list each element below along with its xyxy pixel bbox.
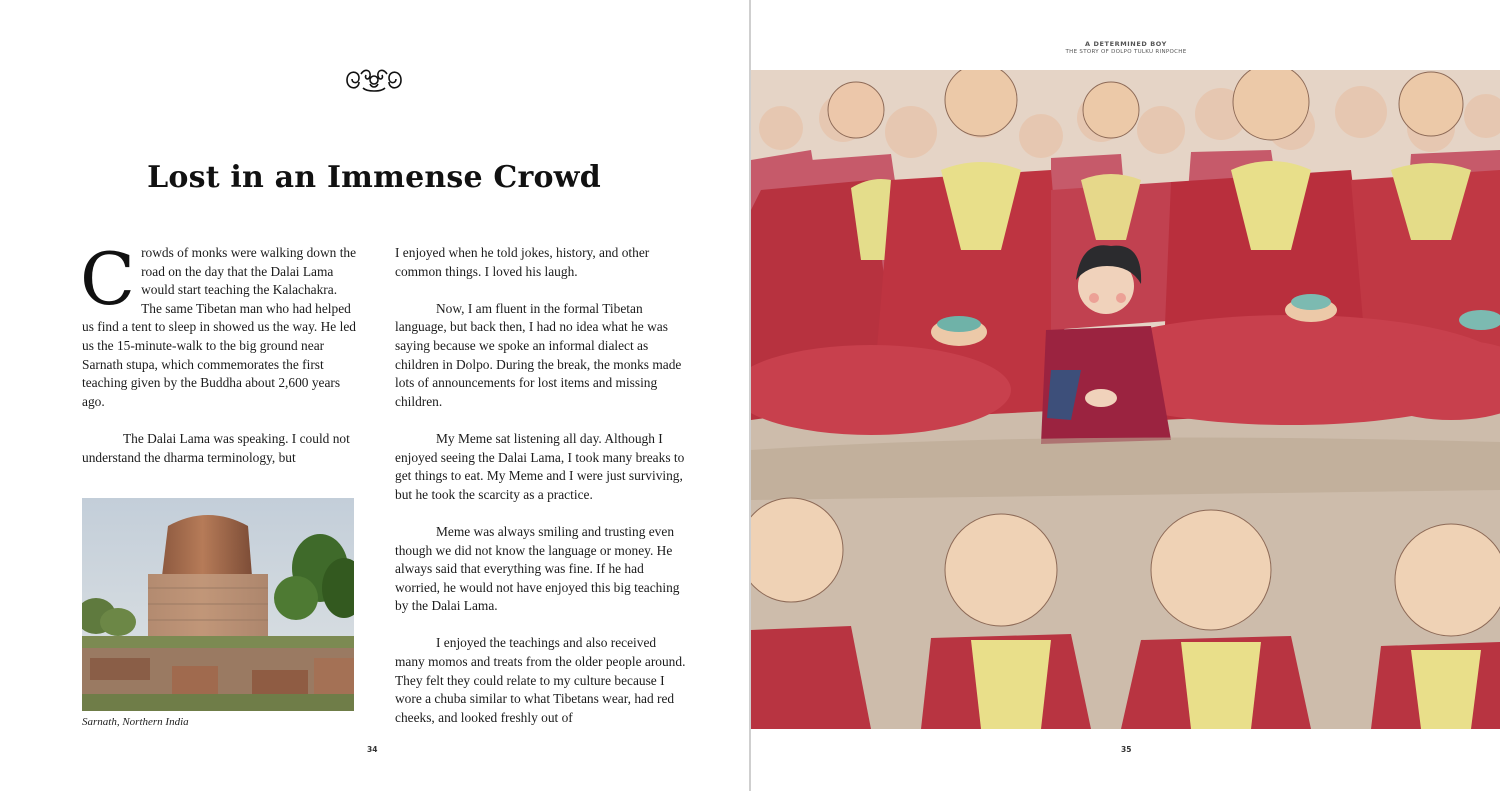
- text-column-2: [395, 244, 687, 746]
- page-number-left: 34: [367, 745, 378, 754]
- decorative-ornament-icon: [343, 64, 405, 96]
- text-column-1: [80, 237, 358, 486]
- paragraph-1-text: rowds of monks were walking down the road on the day that the Dalai Lama would start teaching the Kalachakra. The same Tibetan man who had helped us find a tent to sleep in showed us the way. He led us the 15-minute-walk to the big ground near Sarnath stupa, which commemorates the first teaching given by the Buddha about 2,600 years ago.: [82, 245, 357, 409]
- paragraph-7: I enjoyed the teachings and also received many momos and treats from the older people around. They felt they could relate to my culture because I wore a chuba similar to what Tibetans wear, had red cheeks, and looked freshly out of: [395, 635, 686, 725]
- paragraph-1: [80, 237, 358, 411]
- sarnath-stupa-photo: [82, 498, 354, 711]
- paragraph-5: My Meme sat listening all day. Although I enjoyed seeing the Dalai Lama, I took many breaks to get things to eat. My Meme and I were just surviving, but he took the scarcity as a practice.: [395, 430, 685, 502]
- chapter-title: Lost in an Immense Crowd: [147, 160, 601, 195]
- running-head-title: A DETERMINED BOY: [1085, 40, 1167, 48]
- drop-cap: C: [80, 237, 136, 321]
- photo-caption: Sarnath, Northern India: [82, 716, 189, 728]
- paragraph-3: I enjoyed when he told jokes, history, and other common things. I loved his laugh.: [395, 245, 650, 279]
- paragraph-6: Meme was always smiling and trusting even though we did not know the language or money. He always said that everything was fine. If he had worried, he would not have enjoyed this big teaching by the Dalai Lama.: [395, 523, 680, 614]
- page-number-right: 35: [1121, 745, 1132, 754]
- right-page: [751, 0, 1500, 791]
- monks-crowd-illustration: [751, 70, 1500, 729]
- running-head: [1051, 40, 1201, 55]
- paragraph-4: Now, I am fluent in the formal Tibetan language, but back then, I had no idea what he was saying because we spoke an informal dialect as children in Dolpo. During the break, the monks made lots of announcements for lost items and missing children.: [395, 300, 682, 409]
- left-page: [0, 0, 749, 791]
- paragraph-2: The Dalai Lama was speaking. I could not understand the dharma terminology, but: [82, 430, 350, 465]
- running-head-subtitle: THE STORY OF DOLPO TULKU RINPOCHE: [1065, 49, 1187, 55]
